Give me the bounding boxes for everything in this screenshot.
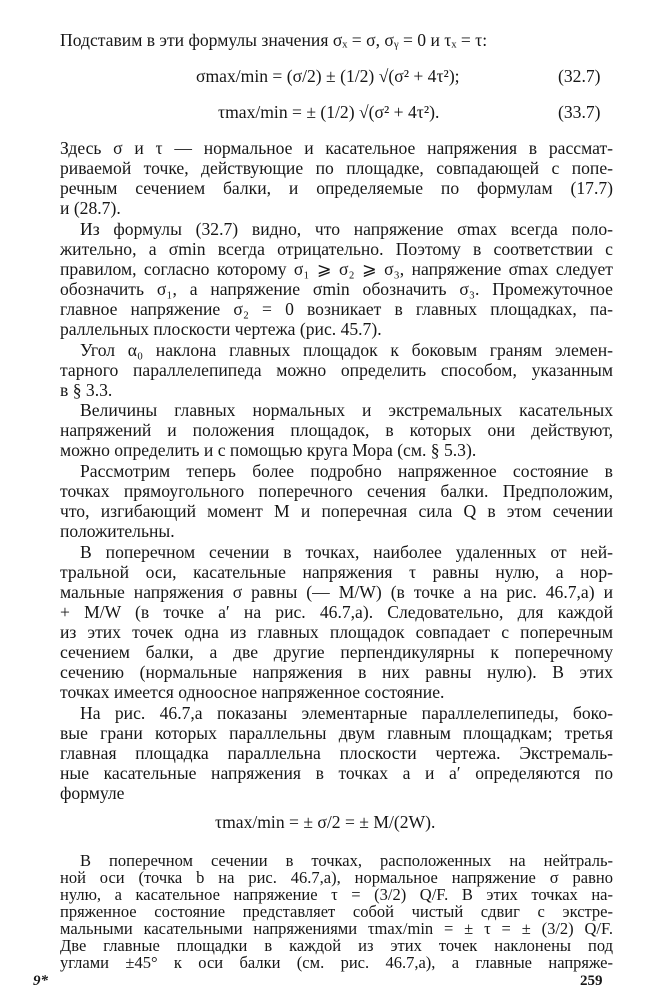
text-line: Две главные площадки в каждой из этих точек наклонены под xyxy=(60,936,613,955)
text-line: На рис. 46.7,a показаны элементарные параллелепипеды, боко- xyxy=(80,703,613,723)
text-line: раллельных плоскости чертежа (рис. 45.7). xyxy=(60,319,382,339)
formula-tau-extreme: τmax/min = ± σ/2 = ± M/(2W). xyxy=(215,812,436,832)
text-line: положительны. xyxy=(60,521,175,541)
text-line: риваемой точке, действующие по площадке, совпадающей с попе- xyxy=(60,158,613,178)
text-line: мальными касательными напряжениями τmax/min = ± τ = ± (3/2) Q/F. xyxy=(60,919,613,938)
text-line: и (28.7). xyxy=(60,198,121,218)
equation-number-32-7: (32.7) xyxy=(558,66,601,86)
text-line: пряженное состояние представляет собой чистый сдвиг с экстре- xyxy=(60,902,613,921)
text-line: В поперечном сечении в точках, расположенных на нейтраль- xyxy=(80,851,613,870)
text-line: точках прямоугольного поперечного сечения балки. Предположим, xyxy=(60,481,613,501)
text-line: мальные напряжения σ равны (— M/W) (в точке a на рис. 46.7,a) и xyxy=(60,582,613,602)
text-line: + M/W (в точке a′ на рис. 46.7,a). Следовательно, для каждой xyxy=(60,602,613,622)
text-line: формуле xyxy=(60,783,125,803)
text-line: вые грани которых параллельны двум главным площадкам; третья xyxy=(60,723,613,743)
text-line: сечению (нормальные напряжения в них равны нулю). В этих xyxy=(60,662,613,682)
text-line: Величины главных нормальных и экстремальных касательных xyxy=(80,400,613,420)
page-number: 259 xyxy=(580,973,603,989)
text-line: жительно, а σmin всегда отрицательно. Поэтому в соответствии с xyxy=(60,239,613,259)
text-line: нулю, а касательное напряжение τ = (3/2) Q/F. В этих точках на- xyxy=(60,885,613,904)
text-line: тральной оси, касательные напряжения τ равны нулю, а нор- xyxy=(60,562,613,582)
text-line: Рассмотрим теперь более подробно напряженное состояние в xyxy=(80,461,613,481)
equation-number-33-7: (33.7) xyxy=(558,102,601,122)
text-line: сечением балки, а две другие перпендикулярны к поперечному xyxy=(60,642,613,662)
text-line: напряжений и положения площадок, в которых они действуют, xyxy=(60,420,613,440)
text-line: точках имеется одноосное напряженное состояние. xyxy=(60,682,445,702)
text-line: Из формулы (32.7) видно, что напряжение σmax всегда поло- xyxy=(80,219,613,239)
text-line: ной оси (точка b на рис. 46.7,a), нормальное напряжение σ равно xyxy=(60,868,613,887)
signature-mark: 9* xyxy=(33,973,48,989)
text-line: В поперечном сечении в точках, наиболее удаленных от ней- xyxy=(80,542,613,562)
text-line: Угол α₀ наклона главных площадок к боковым граням элемен- xyxy=(80,340,613,360)
text-line: тарного параллелепипеда можно определить способом, указанным xyxy=(60,360,613,380)
text-line: правилом, согласно которому σ₁ ⩾ σ₂ ⩾ σ₃, напряжение σmax следует xyxy=(60,259,613,279)
text-line: что, изгибающий момент M и поперечная сила Q в этом сечении xyxy=(60,501,613,521)
text-line: углами ±45° к оси балки (см. рис. 46.7,a), а главные напряже- xyxy=(60,953,613,972)
formula-33-7: τmax/min = ± (1/2) √(σ² + 4τ²). xyxy=(218,102,440,122)
text-line: Здесь σ и τ — нормальное и касательное напряжения в рассмат- xyxy=(60,138,613,158)
text-line: ные касательные напряжения в точках a и a′ определяются по xyxy=(60,763,613,783)
text-line: главная площадка параллельна плоскости чертежа. Экстремаль- xyxy=(60,743,613,763)
text-line: в § 3.3. xyxy=(60,380,113,400)
text-line: можно определить и с помощью круга Мора (см. § 5.3). xyxy=(60,440,477,460)
text-line: речным сечением балки, и определяемые по формулам (17.7) xyxy=(60,178,613,198)
text-line: обозначить σ₁, а напряжение σmin обозначить σ₃. Промежуточное xyxy=(60,279,613,299)
text-line: из этих точек одна из главных площадок совпадает с поперечным xyxy=(60,622,613,642)
formula-32-7: σmax/min = (σ/2) ± (1/2) √(σ² + 4τ²); xyxy=(196,66,460,86)
text-line: главное напряжение σ₂ = 0 возникает в главных площадках, па- xyxy=(60,299,613,319)
intro-line: Подставим в эти формулы значения σₓ = σ, σᵧ = 0 и τₓ = τ: xyxy=(60,30,488,50)
